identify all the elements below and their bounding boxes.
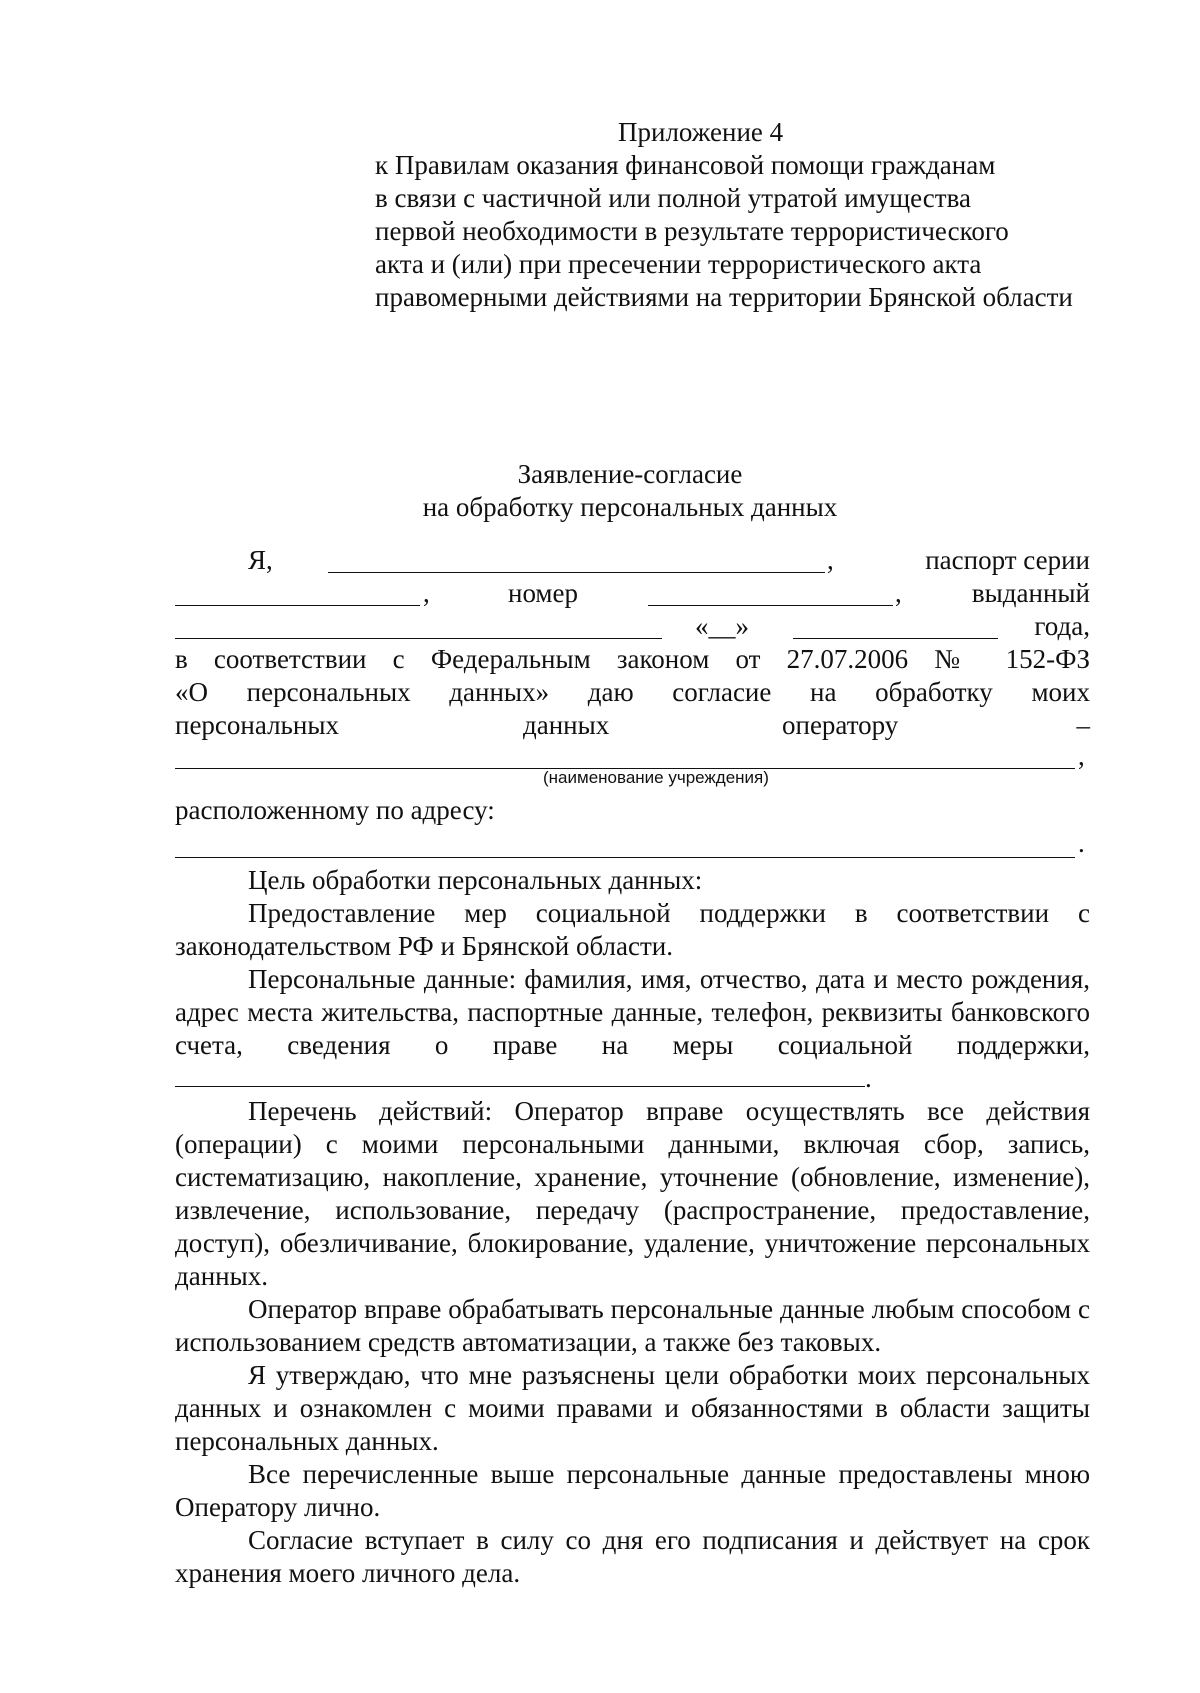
issue-month-field[interactable] xyxy=(793,638,998,639)
appendix-line-2: в связи с частичной или полной утратой имущества xyxy=(375,183,971,213)
form-row-passport xyxy=(175,577,1090,610)
personal-data-paragraph xyxy=(175,963,1090,1095)
number-label: номер xyxy=(508,578,579,608)
appendix-line-4: акта и (или) при пресечении террористического акта xyxy=(375,249,982,279)
confirm-text: Я утверждаю, что мне разъяснены цели обработки моих персональных данных и ознакомлен с моими правами и обязанностями в области защиты персональных данных. xyxy=(175,1360,1090,1456)
issue-day-field[interactable]: «__» xyxy=(695,611,749,641)
personal-data-period: . xyxy=(865,1063,872,1093)
document-title-line-2: на обработку персональных данных xyxy=(422,492,838,522)
comma-4: , xyxy=(1078,741,1085,771)
purpose-text: Предоставление мер социальной поддержки в соответствии с законодательством РФ и Брянской области. xyxy=(175,898,1090,961)
address-period: . xyxy=(1078,828,1085,858)
provided-text: Все перечисленные выше персональные данные предоставлены мною Оператору лично. xyxy=(175,1459,1090,1522)
methods-text: Оператор вправе обрабатывать персональные данные любым способом с использованием средств автоматизации, а также без таковых. xyxy=(175,1294,1090,1357)
appendix-line-1: к Правилам оказания финансовой помощи гражданам xyxy=(375,150,996,180)
operator-word-3: оператору xyxy=(782,710,899,740)
personal-data-text: Персональные данные: фамилия, имя, отчество, дата и место рождения, адрес места жительства, паспортные данные, телефон, реквизиты банковского счета, сведения о праве на меры социальной поддержки, xyxy=(175,964,1090,1060)
validity-text: Согласие вступает в силу со дня его подписания и действует на срок хранения моего личного дела. xyxy=(175,1525,1090,1588)
appendix-line-3: первой необходимости в результате террористического xyxy=(375,216,1009,246)
address-field[interactable] xyxy=(175,857,1075,858)
comma-2: , xyxy=(423,578,430,608)
operator-word-2: данных xyxy=(523,710,610,740)
comma-3: , xyxy=(895,578,902,608)
comma-1: , xyxy=(827,545,834,575)
appendix-line-5: правомерными действиями на территории Брянской области xyxy=(375,282,1073,312)
form-row-operator xyxy=(175,709,1090,742)
appendix-header xyxy=(375,116,1135,314)
passport-series-label: паспорт серии xyxy=(925,545,1090,575)
issued-by-field[interactable] xyxy=(175,638,662,639)
ya-label: Я, xyxy=(248,545,273,575)
operator-word-1: персональных xyxy=(175,710,339,740)
purpose-heading: Цель обработки персональных данных: xyxy=(248,865,703,895)
full-name-field[interactable] xyxy=(328,572,825,573)
law-name-line: «О персональных данных» даю согласие на обработку моих xyxy=(175,677,1090,707)
consent-body xyxy=(175,864,1090,1590)
passport-number-field[interactable] xyxy=(648,605,893,606)
document-title-line-1: Заявление-согласие xyxy=(517,459,743,489)
document-title xyxy=(0,458,1200,524)
form-row-address xyxy=(175,827,1090,860)
year-label: года, xyxy=(1034,611,1090,641)
law-line: в соответствии с Федеральным законом от 27.07.2006 № 152-ФЗ xyxy=(175,644,1090,674)
issued-label: выданный xyxy=(971,578,1090,608)
address-label: расположенному по адресу: xyxy=(175,795,495,825)
appendix-title: Приложение 4 xyxy=(618,117,784,147)
form-row-issued xyxy=(175,610,1090,643)
form-row-name xyxy=(175,544,1090,577)
additional-data-field[interactable] xyxy=(175,1062,865,1087)
institution-caption: (наименование учреждения) xyxy=(543,768,769,787)
actions-text: Перечень действий: Оператор вправе осуществлять все действия (операции) с моими персональными данными, включая сбор, запись, систематизацию, накопление, хранение, уточнение (обновление, изменение), извлечение, использование, передачу (распространение, предоставление, доступ), обезличивание, блокирование, удаление, уничтожение персональных данных. xyxy=(175,1096,1090,1291)
operator-dash: – xyxy=(1076,710,1090,740)
form-row-institution xyxy=(175,742,1090,794)
passport-series-field[interactable] xyxy=(175,605,420,606)
